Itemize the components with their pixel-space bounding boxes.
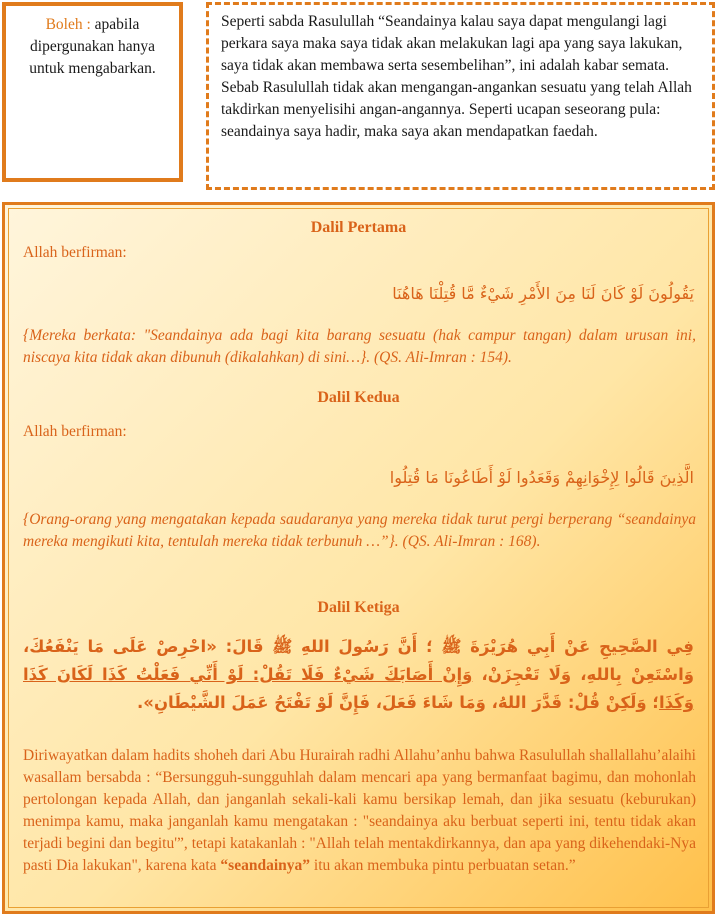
dalil3-arabic-part2: ؛ وَلَكِنْ قُلْ: قَدَّرَ اللهُ، وَمَا شَاءَ فَعَلَ، فَإِنَّ لَوْ تَفْتَحُ عَمَلَ الشَّيْطَانِ». — [137, 693, 659, 712]
hadith-keyword: “seandainya” — [220, 857, 311, 874]
dalil2-translation: {Orang-orang yang mengatakan kepada saudaranya yang mereka tidak turut pergi berperang “seandainya mereka mengikuti kita, tentulah mereka tidak terbunuh …”}. (QS. Ali-Imran : 168). — [23, 511, 696, 550]
hadith-text-part2: itu akan membuka pintu perbuatan setan.” — [310, 857, 576, 874]
evidence-panel — [2, 202, 715, 914]
dalil1-arabic: يَقُولُونَ لَوْ كَانَ لَنَا مِنَ الأَمْرِ شَيْءٌ مَّا قُتِلْنَا هَاهُنَا — [392, 284, 694, 303]
dalil2-intro: Allah berfirman: — [23, 423, 127, 440]
dalil2-arabic: الَّذِينَ قَالُوا لِإِخْوَانِهِمْ وَقَعَدُوا لَوْ أَطَاعُونَا مَا قُتِلُوا — [389, 468, 694, 487]
definition-label: Boleh : — [45, 16, 91, 33]
dalil3-arabic-part1: فِي الصَّحِيحِ عَنْ أَبِي هُرَيْرَةَ ﷺ ؛ أَنَّ رَسُولَ اللهِ ﷺ قَالَ: «احْرِصْ عَلَى مَا يَنْفَعُكَ، وَاسْتَعِنْ بِاللهِ، وَلَا تَعْجِزَنْ، — [23, 637, 694, 684]
dalil3-hadith-translation — [23, 745, 696, 877]
dalil1-translation: {Mereka berkata: "Seandainya ada bagi kita barang sesuatu (hak campur tangan) dalam urusan ini, niscaya kita tidak akan dibunuh (dikalahkan) di sini…}. (QS. Ali-Imran : 154). — [23, 327, 696, 366]
dalil3-arabic — [23, 633, 694, 717]
dalil1-title: Dalil Pertama — [310, 219, 407, 236]
hadith-text-part1: Diriwayatkan dalam hadits shoheh dari Abu Hurairah radhi Allahu’anhu bahwa Rasulullah shallallahu’alaihi wasallam bersabda : “Bersungguh-sungguhlah dalam mencari apa yang bermanfaat bagimu, dan mohonlah pertolongan kepada Allah, dan janganlah sekali-kali kamu bersikap lemah, dan jika sesuatu (keburukan) menimpa kamu, maka janganlah kamu mengatakan : "seandainya aku berbuat seperti ini, tentu tidak akan terjadi begini dan begitu'”, tetapi katakanlah : "Allah telah mentakdirkannya, dan apa yang dikehendaki-Nya pasti Dia lakukan", karena kata — [23, 747, 696, 874]
definition-box — [2, 2, 183, 182]
dalil3-title: Dalil Ketiga — [317, 599, 400, 616]
dalil3-arabic-underlined: وَإِنْ أَصَابَكَ شَيْءٌ فَلَا تَقُلْ: لَوْ أَنِّي فَعَلْتُ كَذَا لَكَانَ كَذَا وَكَذَا — [23, 665, 694, 712]
explanation-text: Seperti sabda Rasulullah “Seandainya kalau saya dapat mengulangi lagi perkara saya maka saya tidak akan melakukan lagi apa yang saya lakukan, saya tidak akan membawa serta sesembelihan”, ini adalah kabar semata. Sebab Rasulullah tidak akan mengangan-angankan sesuatu yang telah Allah takdirkan menyelisihi angan-angannya. Seperti ucapan seseorang pula: seandainya saya hadir, maka saya akan mendapatkan faedah. — [221, 13, 692, 140]
dalil1-intro: Allah berfirman: — [23, 244, 127, 261]
explanation-box — [206, 2, 715, 190]
definition-text: apabila dipergunakan hanya untuk mengabarkan. — [29, 16, 156, 77]
dalil2-title: Dalil Kedua — [317, 389, 400, 406]
